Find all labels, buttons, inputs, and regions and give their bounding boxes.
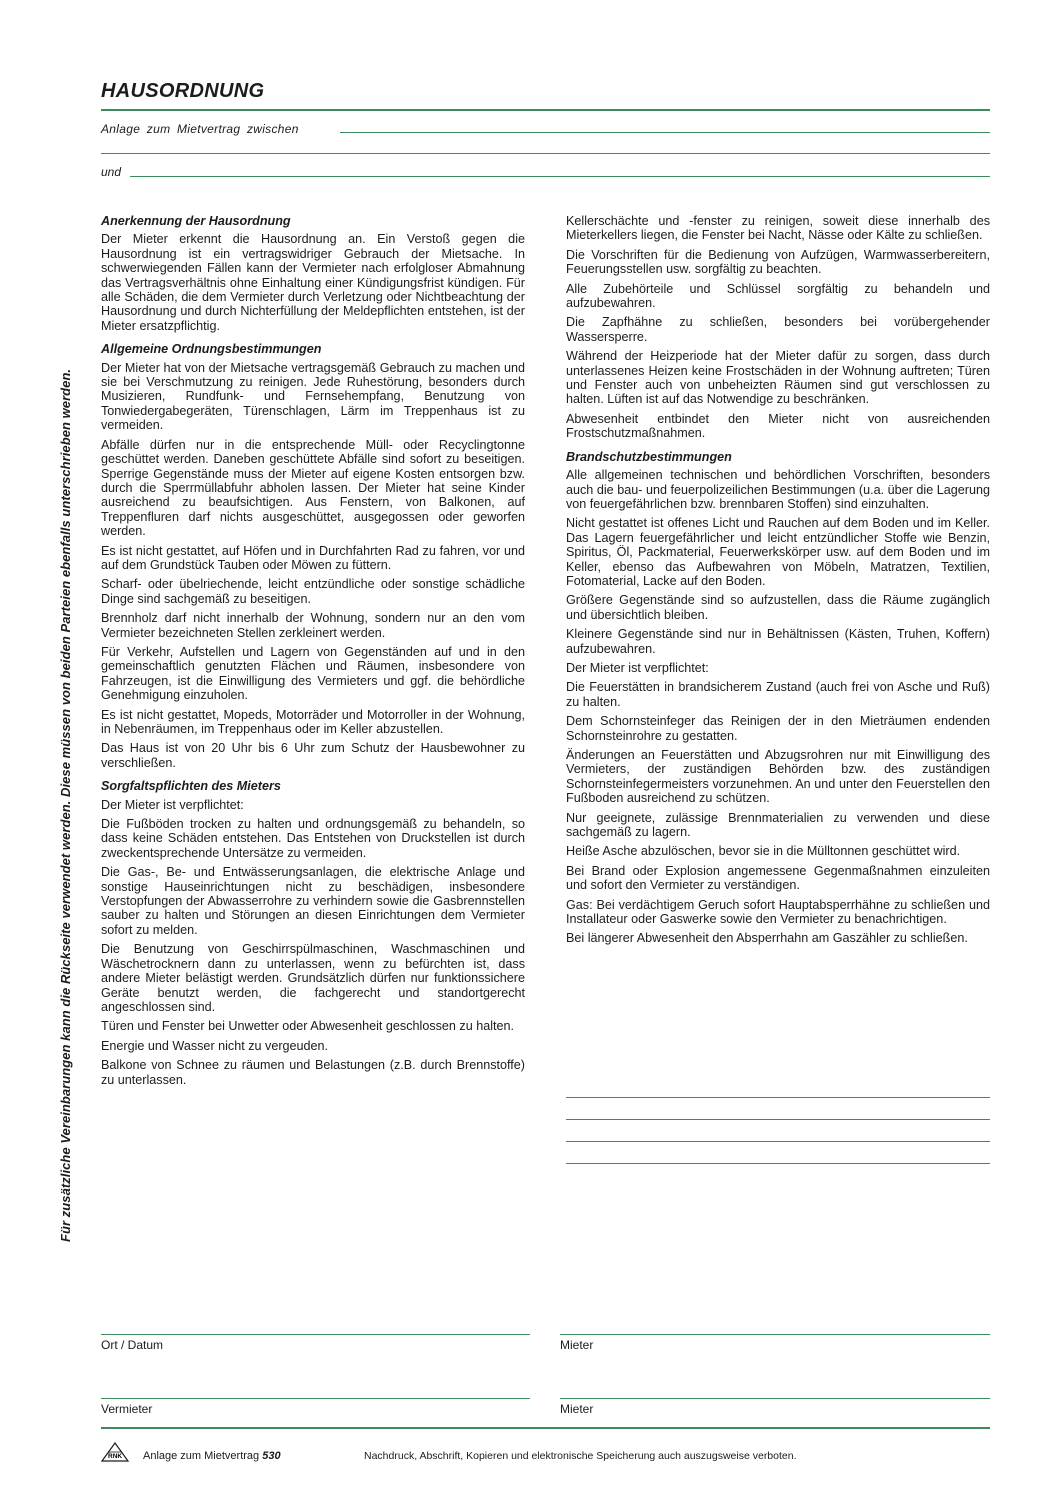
- paragraph: Dem Schornsteinfeger das Reinigen der in den Mieträumen endenden Schornsteinrohre zu gestatten.: [566, 714, 990, 743]
- paragraph: Der Mieter ist verpflichtet:: [101, 797, 244, 812]
- party-one-line-2[interactable]: [101, 153, 990, 154]
- page-title: HAUSORDNUNG: [101, 80, 265, 102]
- paragraph: Während der Heizperiode hat der Mieter dafür zu sorgen, dass durch unterlassenes Heizen keine Frostschäden in der Wohnung auftreten; Türen und Fenster auch von unbeheizten Räumen sind gut verschlossen zu halten. Lüften ist auf das Notwendige zu beschränken.: [566, 349, 990, 407]
- notes-line[interactable]: [566, 1163, 990, 1164]
- paragraph: Die Feuerstätten in brandsicherem Zustand (auch frei von Asche und Ruß) zu halten.: [566, 680, 990, 709]
- section-heading: Sorgfaltspflichten des Mieters: [101, 779, 281, 794]
- paragraph: Abfälle dürfen nur in die entsprechende Müll- oder Recyclingtonne geschüttet werden. Daneben geschüttete Abfälle sind sofort zu beseitigen. Sperrige Gegenstände muss der Mieter auf eigene Kosten entsorgen bzw. durch die Sperrmüllabfuhr abholen lassen. Der Mieter hat seine Kinder ausreichend zu beaufsichtigen. Aus Fenstern, von Balkonen, auf Treppenfluren darf nichts ausgeschüttet, ausgegossen oder geworfen werden.: [101, 437, 525, 539]
- paragraph: Bei längerer Abwesenheit den Absperrhahn am Gaszähler zu schließen.: [566, 931, 968, 946]
- form-number: 530: [262, 1450, 281, 1462]
- paragraph: Brennholz darf nicht innerhalb der Wohnung, sondern nur an den vom Vermieter bezeichneten Stellen zerkleinert werden.: [101, 611, 525, 640]
- publisher-logo-icon: [100, 1441, 130, 1463]
- paragraph: Die Benutzung von Geschirrspülmaschinen, Waschmaschinen und Wäschetrocknern dann zu unterlassen, wenn zu befürchten ist, dass andere Mieter belästigt werden. Grundsätzlich dürfen nur funktionssichere Geräte benutzt werden, die fachgerecht und standortgerecht angeschlossen sind.: [101, 942, 525, 1014]
- tenant-label-1: Mieter: [560, 1338, 594, 1352]
- tenant-signature-line-2[interactable]: [560, 1398, 990, 1399]
- place-date-line[interactable]: [101, 1334, 530, 1335]
- party-two-line[interactable]: [130, 176, 990, 177]
- paragraph: Der Mieter ist verpflichtet:: [566, 660, 709, 675]
- paragraph: Abwesenheit entbindet den Mieter nicht von ausreichenden Frostschutzmaßnahmen.: [566, 411, 990, 441]
- paragraph: Energie und Wasser nicht zu vergeuden.: [101, 1038, 329, 1053]
- right-column: [566, 214, 990, 951]
- paragraph: Die Vorschriften für die Bedienung von Aufzügen, Warmwasserbereitern, Feuerungsstellen usw. sorgfältig zu beachten.: [566, 247, 990, 277]
- section-heading: Brandschutzbestimmungen: [566, 449, 732, 464]
- footer-rule: [101, 1427, 990, 1429]
- form-label: Anlage zum Mietvertrag: [143, 1450, 260, 1462]
- paragraph: Scharf- oder übelriechende, leicht entzündliche oder sonstige schädliche Dinge sind sachgemäß zu beseitigen.: [101, 577, 525, 606]
- landlord-signature-line[interactable]: [101, 1398, 530, 1399]
- notes-line[interactable]: [566, 1119, 990, 1120]
- paragraph: Änderungen an Feuerstätten und Abzugsrohren nur mit Einwilligung des Vermieters, der zuständigen Behörden bzw. des zuständigen Schornsteinfegermeisters vorzunehmen. An und unter den Feuerstellen den Fußboden ausreichend zu schützen.: [566, 748, 990, 806]
- paragraph: Die Fußböden trocken zu halten und ordnungsgemäß zu behandeln, so dass keine Schäden entstehen. Das Entstehen von Druckstellen ist durch zweckentsprechende Untersätze zu vermeiden.: [101, 817, 525, 860]
- paragraph: Alle Zubehörteile und Schlüssel sorgfältig zu behandeln und aufzubewahren.: [566, 281, 990, 311]
- paragraph: Gas: Bei verdächtigem Geruch sofort Hauptabsperrhähne zu schließen und Installateur oder Gaswerke sowie den Vermieter zu benachrichtigen.: [566, 897, 990, 927]
- between-label: Anlage zum Mietvertrag zwischen: [101, 122, 299, 136]
- footer-form-label: [143, 1450, 281, 1462]
- paragraph: Nicht gestattet ist offenes Licht und Rauchen auf dem Boden und im Keller. Das Lagern feuergefährlicher und leicht entzündlicher Stoffe wie Benzin, Spiritus, Öl, Packmaterial, Feuerwerkskörper usw. auf dem Boden und im Keller, ebenso das Aufbewahren von Möbeln, Matratzen, Textilien, Fotomaterial, Lacke auf den Boden.: [566, 516, 990, 588]
- place-date-label: Ort / Datum: [101, 1338, 164, 1352]
- left-column: [101, 214, 525, 1092]
- paragraph: Für Verkehr, Aufstellen und Lagern von Gegenständen auf und in den gemeinschaftlich genutzten Flächen und Räumen, insbesondere von Fahrzeugen, ist die Einwilligung des Vermieters und ggf. die behördliche Genehmigung einzuholen.: [101, 644, 525, 703]
- footer-copyright: Nachdruck, Abschrift, Kopieren und elektronische Speicherung auch auszugsweise verboten.: [364, 1450, 797, 1462]
- paragraph: Balkone von Schnee zu räumen und Belastungen (z.B. durch Brennstoffe) zu unterlassen.: [101, 1058, 525, 1087]
- paragraph: Größere Gegenstände sind so aufzustellen, dass die Räume zugänglich und übersichtlich bleiben.: [566, 593, 990, 622]
- paragraph: Es ist nicht gestattet, Mopeds, Motorräder und Motorroller in der Wohnung, in Nebenräumen, im Treppenhaus oder im Keller abzustellen.: [101, 707, 525, 736]
- paragraph: Bei Brand oder Explosion angemessene Gegenmaßnahmen einzuleiten und sofort den Vermieter zu verständigen.: [566, 863, 990, 893]
- party-one-line[interactable]: [340, 132, 990, 133]
- notes-line[interactable]: [566, 1141, 990, 1142]
- paragraph: Das Haus ist von 20 Uhr bis 6 Uhr zum Schutz der Hausbewohner zu verschließen.: [101, 741, 525, 770]
- tenant-signature-line-1[interactable]: [560, 1334, 990, 1335]
- notes-line[interactable]: [566, 1097, 990, 1098]
- paragraph: Es ist nicht gestattet, auf Höfen und in Durchfahrten Rad zu fahren, vor und auf dem Grundstück Tauben oder Möwen zu füttern.: [101, 543, 525, 572]
- logo-letter: RNK: [108, 1453, 123, 1460]
- tenant-label-2: Mieter: [560, 1402, 594, 1416]
- title-rule: [101, 109, 990, 111]
- section-heading: Allgemeine Ordnungsbestimmungen: [101, 342, 322, 357]
- paragraph: Alle allgemeinen technischen und behördlichen Vorschriften, besonders auch die bau- und feuerpolizeilichen Bestimmungen (u.a. über die Lagerung von feuergefährlichen bzw. brennbaren Stoffen) sind einzuhalten.: [566, 468, 990, 511]
- paragraph: Der Mieter erkennt die Hausordnung an. Ein Verstoß gegen die Hausordnung ist ein vertragswidriger Gebrauch der Mietsache. In schwerwiegenden Fällen kann der Vermieter nach erfolgloser Abmahnung das Vertragsverhältnis ohne Einhaltung einer Kündigungsfrist kündigen. Für alle Schäden, die dem Vermieter durch Verletzung oder Nichtbeachtung der Hausordnung und durch Nichterfüllung der Meldepflichten entstehen, ist der Mieter ersatzpflichtig.: [101, 232, 525, 333]
- paragraph: Heiße Asche abzulöschen, bevor sie in die Mülltonnen geschüttet wird.: [566, 844, 961, 859]
- section-heading: Anerkennung der Hausordnung: [101, 214, 291, 228]
- paragraph: Nur geeignete, zulässige Brennmaterialien zu verwenden und diese sachgemäß zu lagern.: [566, 810, 990, 840]
- paragraph: Kleinere Gegenstände sind nur in Behältnissen (Kästen, Truhen, Koffern) aufzubewahren.: [566, 627, 990, 656]
- paragraph: Türen und Fenster bei Unwetter oder Abwesenheit geschlossen zu halten.: [101, 1019, 515, 1034]
- landlord-label: Vermieter: [101, 1402, 153, 1416]
- sidebar-note: Für zusätzliche Vereinbarungen kann die Rückseite verwendet werden. Diese müssen von beiden Parteien ebenfalls unterschrieben werden.: [58, 368, 73, 1242]
- and-label: und: [101, 165, 122, 179]
- paragraph: Die Gas-, Be- und Entwässerungsanlagen, die elektrische Anlage und sonstige Hauseinrichtungen nicht zu beschädigen, insbesondere Verstopfungen der Abwasserrohre zu verhindern sowie die Gasbrennstellen sauber zu halten und Störungen an diesen Einrichtungen dem Vermieter sofort zu melden.: [101, 865, 525, 937]
- paragraph: Der Mieter hat von der Mietsache vertragsgemäß Gebrauch zu machen und sie bei Verschmutzung zu reinigen. Jede Ruhestörung, besonders durch Musizieren, Rundfunk- und Fernsehempfang, Benutzung von Tonwiedergabegeräten, Türenschlagen, Lärm im Treppenhaus ist zu vermeiden.: [101, 360, 525, 433]
- paragraph: Die Zapfhähne zu schließen, besonders bei vorübergehender Wassersperre.: [566, 315, 990, 344]
- paragraph: Kellerschächte und -fenster zu reinigen, soweit diese innerhalb des Mieterkellers liegen, die Fenster bei Nacht, Nässe oder Kälte zu schließen.: [566, 214, 990, 243]
